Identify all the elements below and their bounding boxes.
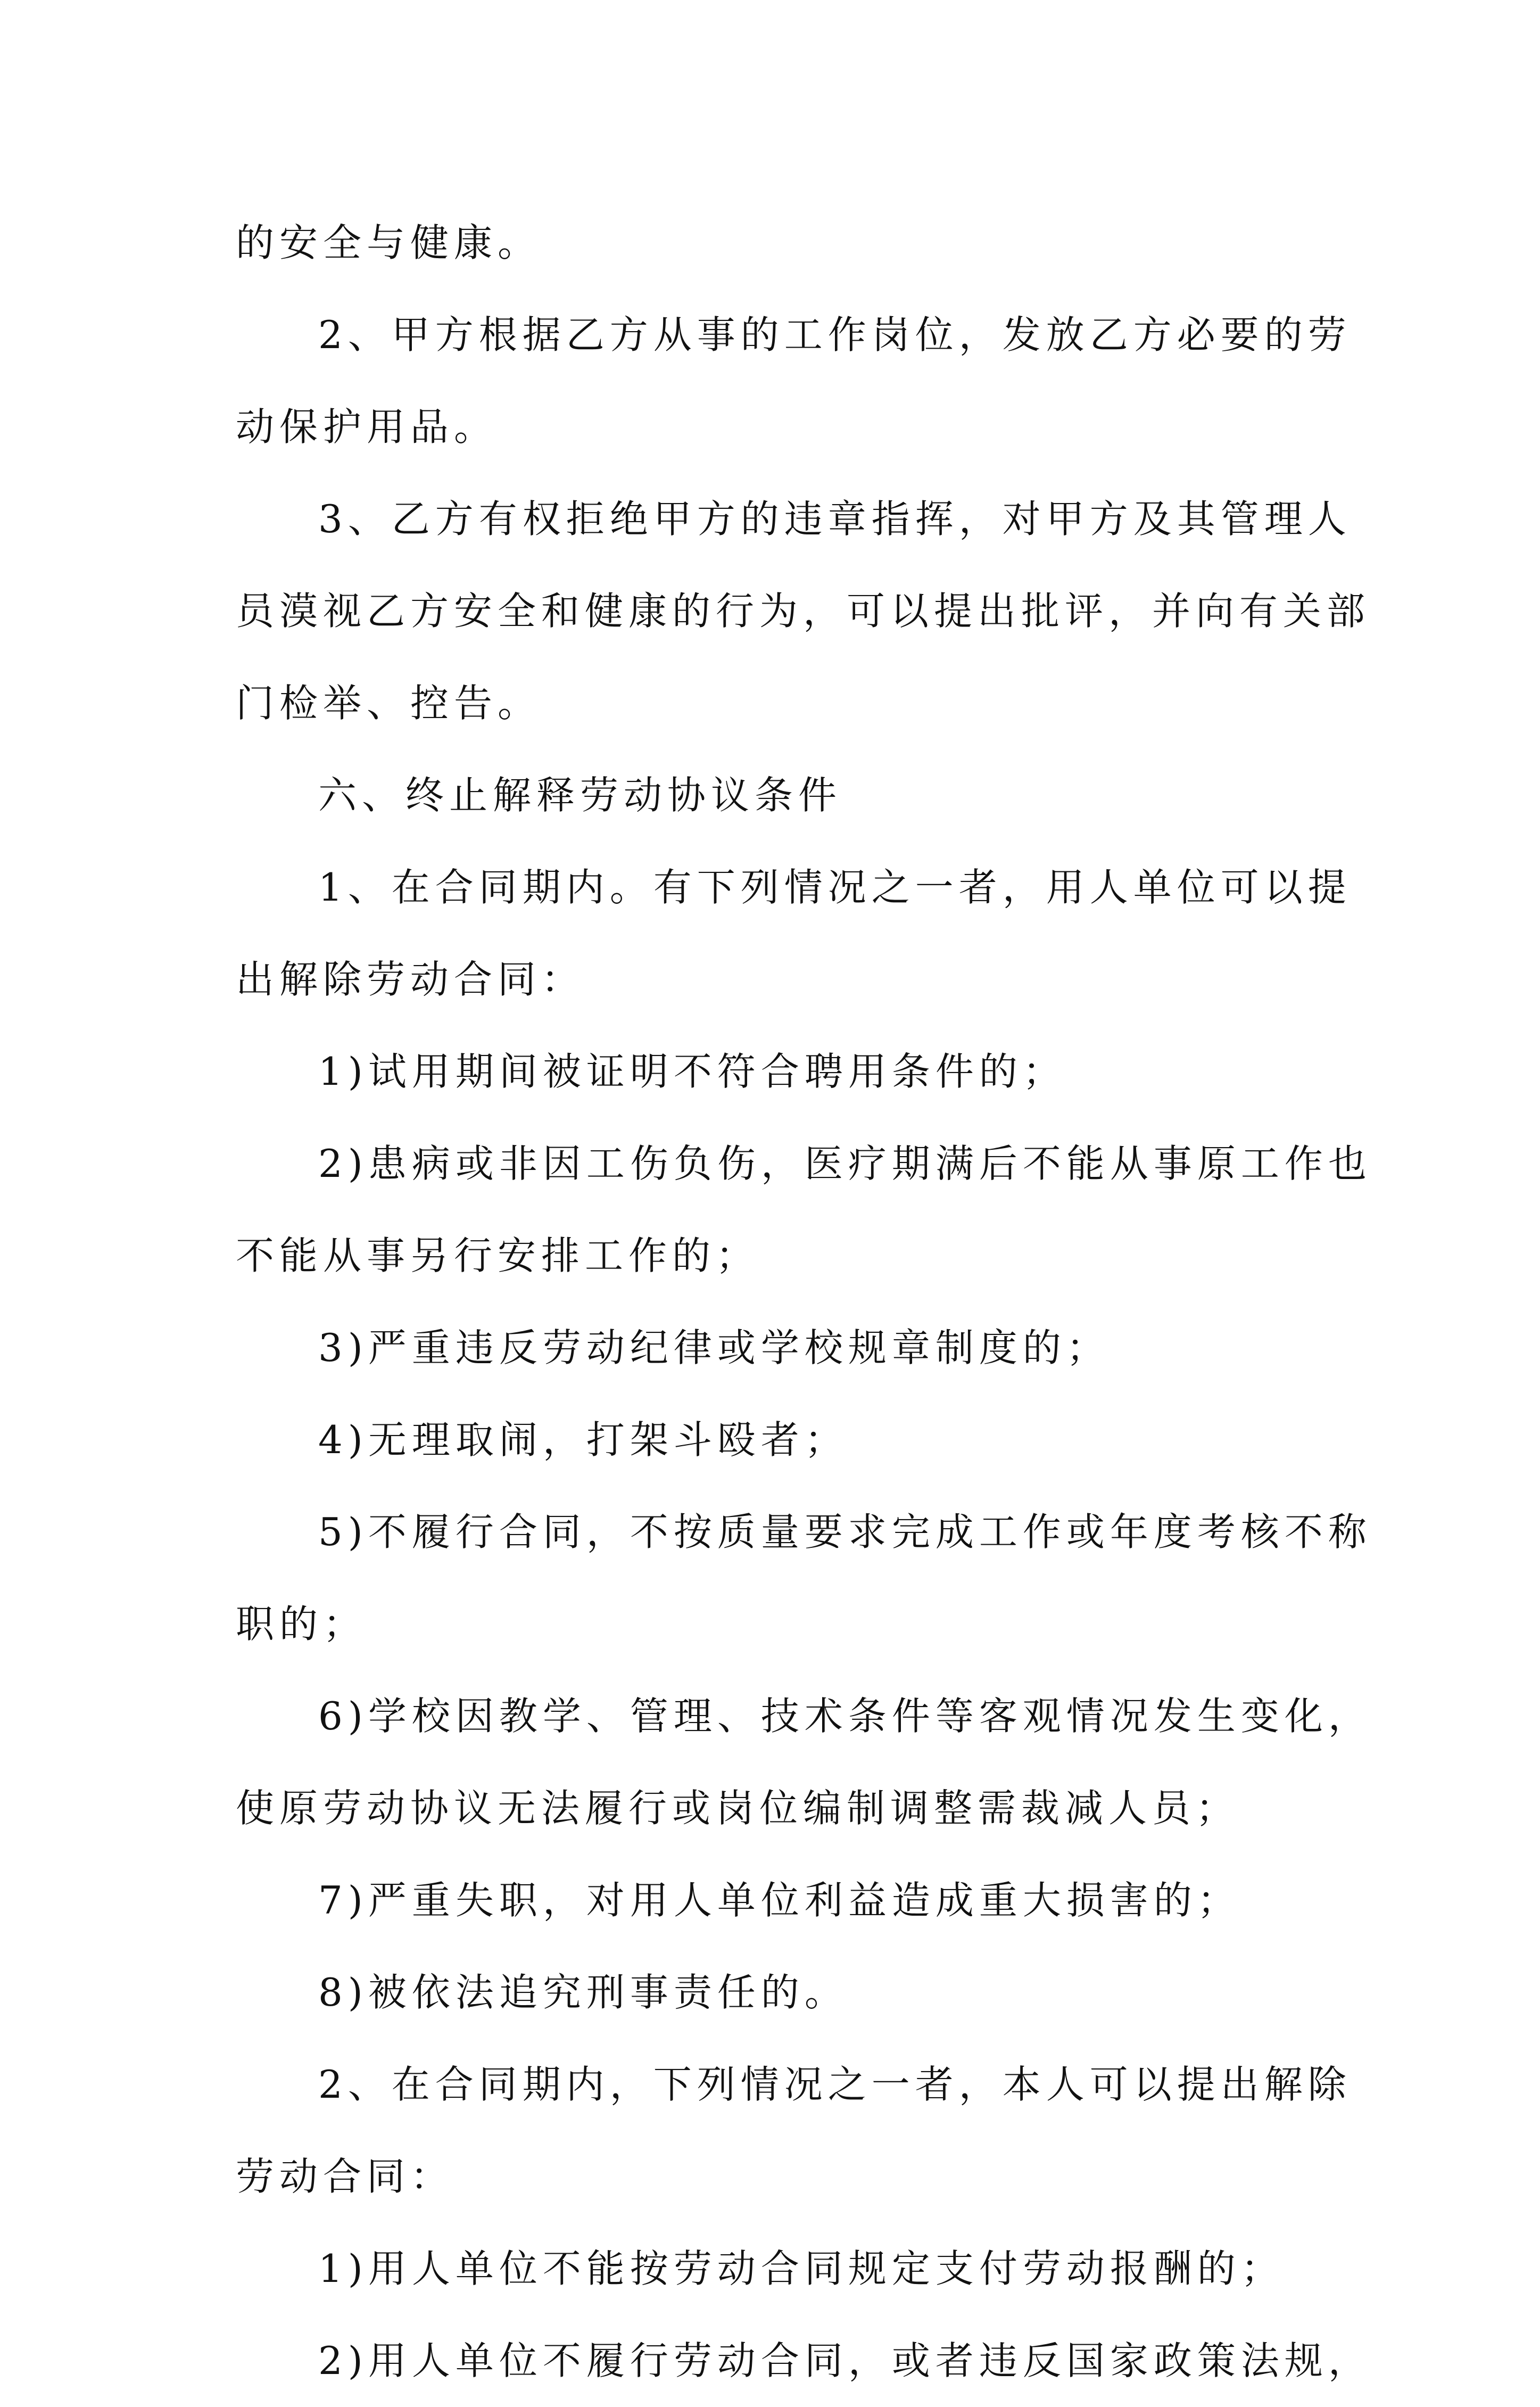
text-line: 使原劳动协议无法履行或岗位编制调整需裁减人员； <box>236 1786 1240 1831</box>
text-line: 8)被依法追究刑事责任的。 <box>318 1970 848 2015</box>
text-line: 2、甲方根据乙方从事的工作岗位，发放乙方必要的劳 <box>318 312 1352 357</box>
section-heading: 六、终止解释劳动协议条件 <box>318 773 842 818</box>
text-line: 门检举、控告。 <box>236 681 542 726</box>
text-line: 不能从事另行安排工作的； <box>236 1233 760 1278</box>
text-line: 2、在合同期内，下列情况之一者，本人可以提出解除 <box>318 2062 1352 2107</box>
text-line: 3、乙方有权拒绝甲方的违章指挥，对甲方及其管理人 <box>318 497 1352 541</box>
text-line: 4)无理取闹，打架斗殴者； <box>318 1417 848 1462</box>
text-line: 动保护用品。 <box>236 405 498 449</box>
text-line: 5)不履行合同，不按质量要求完成工作或年度考核不称 <box>318 1510 1372 1554</box>
text-line: 2)患病或非因工伤负伤，医疗期满后不能从事原工作也 <box>318 1141 1372 1186</box>
text-line: 1、在合同期内。有下列情况之一者，用人单位可以提 <box>318 865 1352 910</box>
document-body <box>236 197 1372 2407</box>
text-line: 的安全与健康。 <box>236 220 542 265</box>
text-line: 2)用人单位不履行劳动合同，或者违反国家政策法规， <box>318 2338 1372 2383</box>
text-line: 员漠视乙方安全和健康的行为，可以提出批评，并向有关部 <box>236 589 1371 633</box>
text-line: 出解除劳动合同： <box>236 957 585 1002</box>
text-line: 职的； <box>236 1602 367 1646</box>
text-line: 3)严重违反劳动纪律或学校规章制度的； <box>318 1325 1110 1370</box>
text-line: 劳动合同： <box>236 2154 454 2199</box>
text-line: 1)试用期间被证明不符合聘用条件的； <box>318 1049 1066 1094</box>
text-line: 1)用人单位不能按劳动合同规定支付劳动报酬的； <box>318 2246 1285 2291</box>
text-line: 7)严重失职，对用人单位利益造成重大损害的； <box>318 1878 1241 1923</box>
text-line: 6)学校因教学、管理、技术条件等客观情况发生变化， <box>318 1694 1372 1738</box>
